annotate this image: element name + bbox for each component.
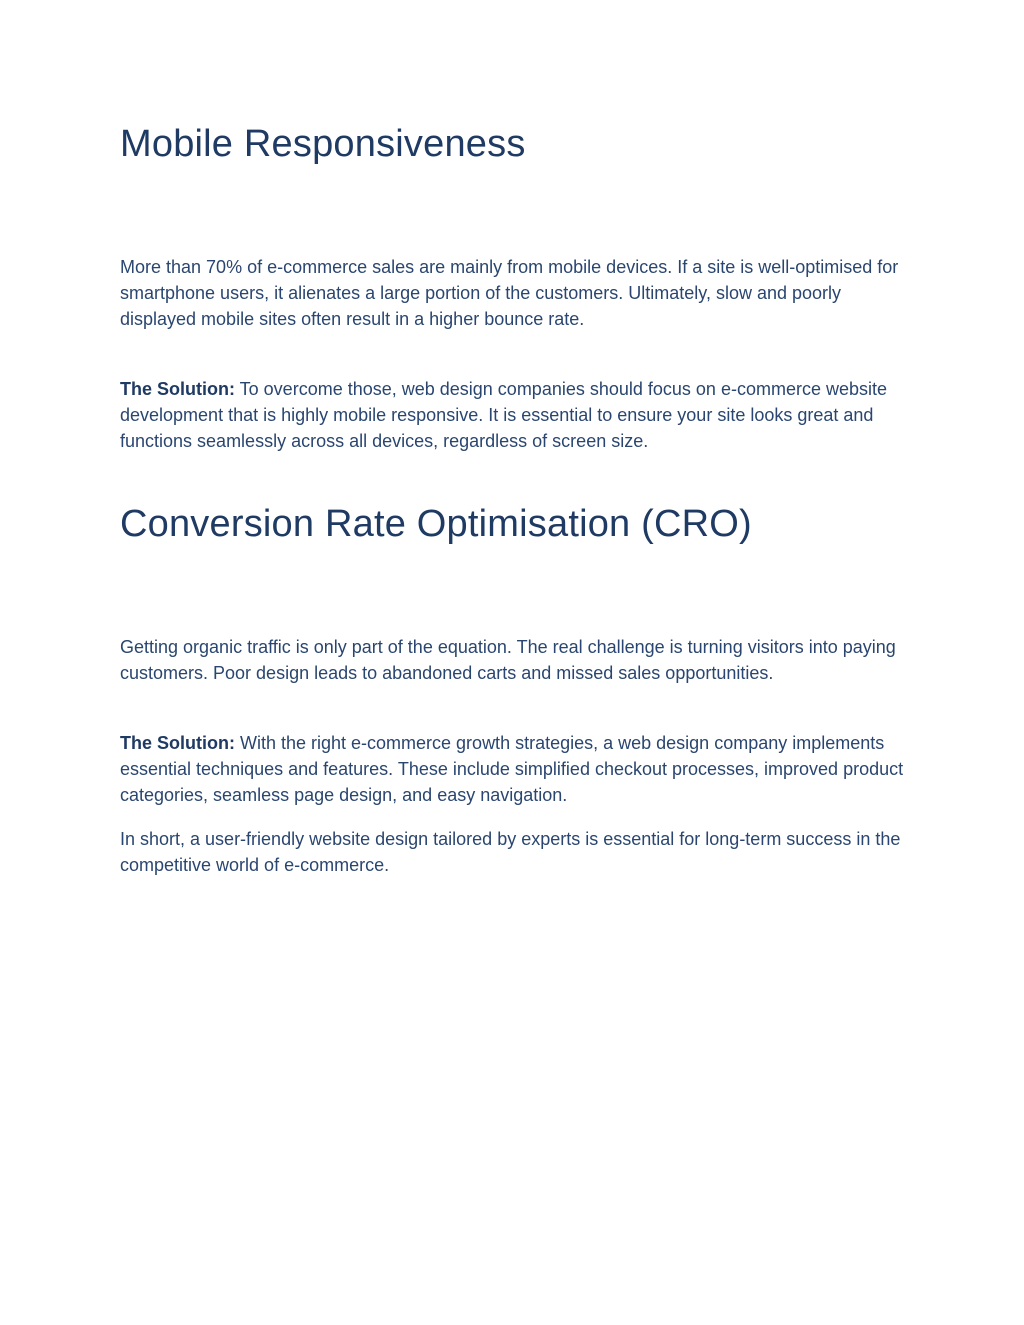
section-heading-mobile-responsiveness: Mobile Responsiveness (120, 123, 526, 165)
paragraph-cro-intro: Getting organic traffic is only part of the equation. The real challenge is turning visitors into paying customers. Poor design leads to abandoned carts and missed sales opportunities. (120, 637, 896, 683)
paragraph-cro-solution (120, 730, 910, 808)
section-heading-cro: Conversion Rate Optimisation (CRO) (120, 503, 752, 545)
paragraph-conclusion: In short, a user-friendly website design tailored by experts is essential for long-term success in the competitive world of e-commerce. (120, 829, 901, 875)
solution-text: With the right e-commerce growth strategies, a web design company implements essential techniques and features. These include simplified checkout processes, improved product categories, seamless page design, and easy navigation. (120, 733, 904, 805)
paragraph-mobile-intro: More than 70% of e-commerce sales are mainly from mobile devices. If a site is well-optimised for smartphone users, it alienates a large portion of the customers. Ultimately, slow and poorly displayed mobile sites often result in a higher bounce rate. (120, 257, 899, 329)
solution-text: To overcome those, web design companies should focus on e-commerce website development that is highly mobile responsive. It is essential to ensure your site looks great and functions seamlessly across all devices, regardless of screen size. (120, 379, 887, 451)
solution-label: The Solution: (120, 733, 235, 753)
paragraph-mobile-solution (120, 376, 910, 454)
solution-label: The Solution: (120, 379, 235, 399)
